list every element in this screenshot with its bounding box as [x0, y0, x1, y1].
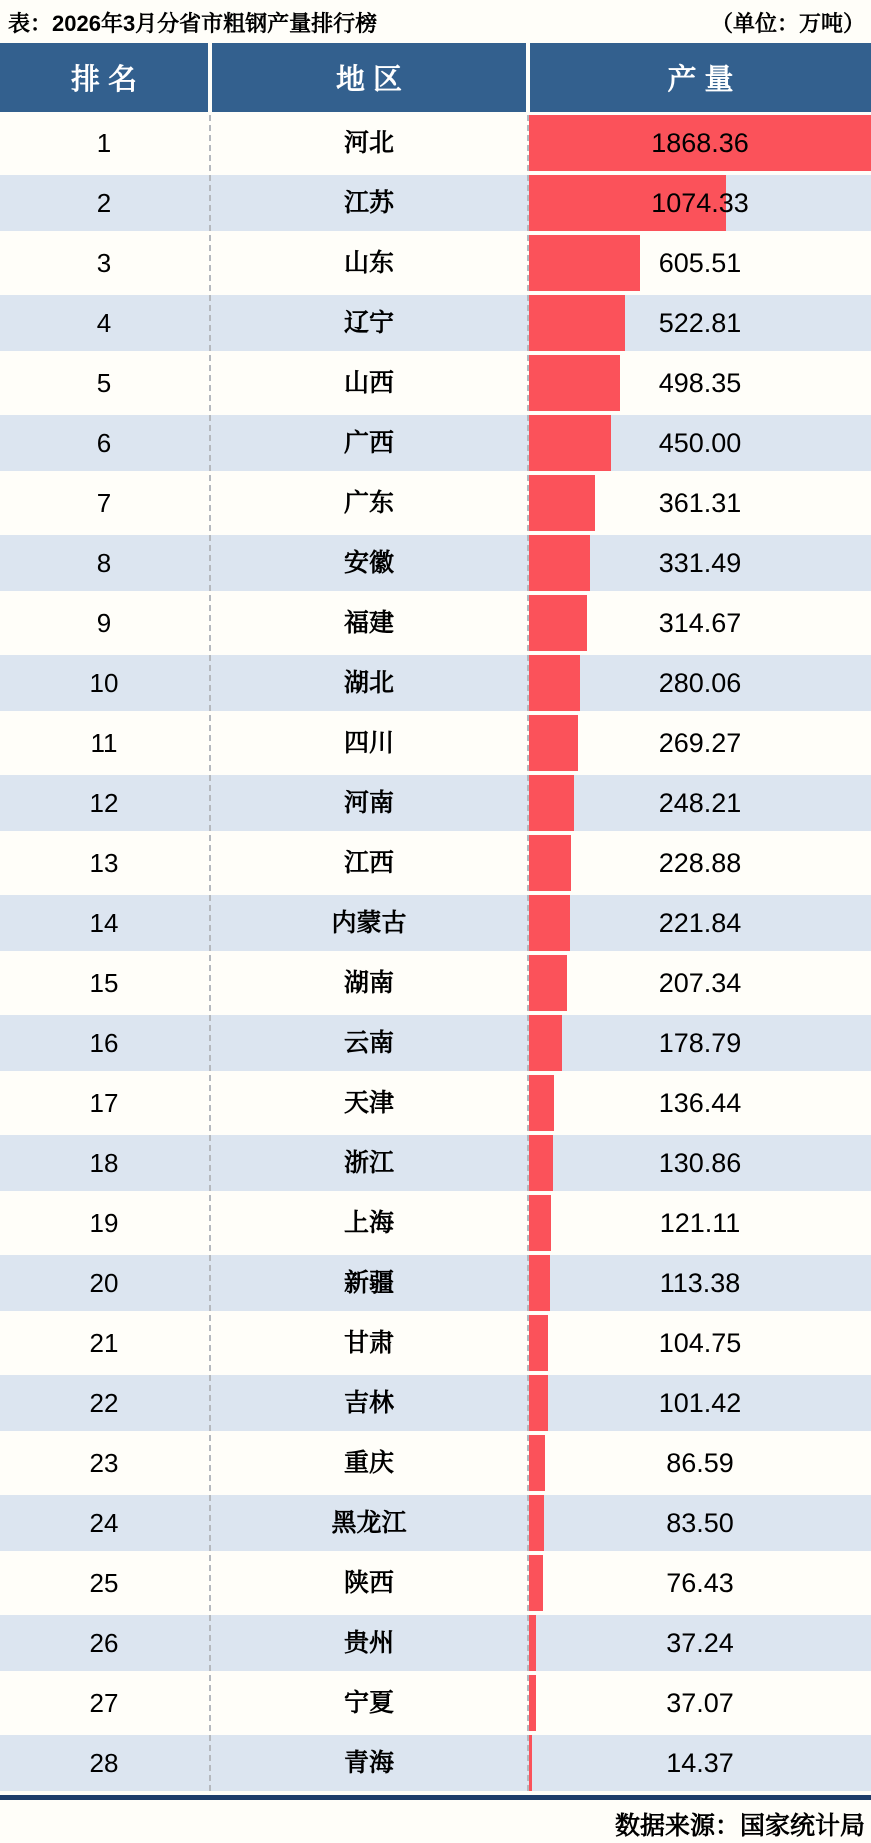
production-value: 522.81	[658, 308, 742, 338]
table-row	[0, 1555, 871, 1611]
region-cell: 湖南	[343, 969, 394, 997]
region-cell: 广西	[343, 429, 394, 457]
column-divider	[209, 1435, 211, 1491]
column-divider	[209, 475, 211, 531]
table-row	[0, 475, 871, 531]
rank-cell: 1	[96, 128, 112, 158]
table-row	[0, 295, 871, 351]
column-divider	[209, 1555, 211, 1611]
table-row	[0, 1735, 871, 1791]
header-region: 地区	[212, 43, 526, 112]
column-divider	[209, 775, 211, 831]
rank-cell: 8	[96, 548, 112, 578]
rank-cell: 19	[89, 1208, 119, 1238]
rank-cell: 5	[96, 368, 112, 398]
rank-cell: 18	[89, 1148, 119, 1178]
column-divider	[209, 1315, 211, 1371]
region-cell: 山西	[343, 369, 394, 397]
table-row	[0, 1675, 871, 1731]
rank-cell: 24	[89, 1508, 119, 1538]
rank-cell: 10	[89, 668, 119, 698]
region-cell: 辽宁	[343, 309, 394, 337]
column-divider	[209, 535, 211, 591]
region-cell: 青海	[343, 1749, 394, 1777]
region-cell: 浙江	[343, 1149, 394, 1177]
rank-cell: 27	[89, 1688, 119, 1718]
column-divider	[209, 1135, 211, 1191]
region-cell: 福建	[343, 609, 394, 637]
region-cell: 安徽	[343, 549, 394, 577]
column-divider	[209, 655, 211, 711]
production-value: 1868.36	[651, 128, 749, 158]
production-value: 269.27	[658, 728, 742, 758]
region-cell: 广东	[343, 489, 394, 517]
region-cell: 江西	[343, 849, 394, 877]
table-row	[0, 895, 871, 951]
region-cell: 甘肃	[343, 1329, 394, 1357]
rank-cell: 20	[89, 1268, 119, 1298]
column-divider	[209, 895, 211, 951]
production-value: 37.07	[666, 1688, 734, 1718]
rank-cell: 22	[89, 1388, 119, 1418]
column-divider	[209, 1495, 211, 1551]
production-value: 450.00	[658, 428, 742, 458]
column-divider	[209, 1075, 211, 1131]
rank-cell: 13	[89, 848, 119, 878]
region-cell: 重庆	[343, 1449, 394, 1477]
rank-cell: 4	[96, 308, 112, 338]
header-production: 产量	[530, 43, 871, 112]
table-row	[0, 235, 871, 291]
table-header	[0, 43, 871, 112]
rank-cell: 23	[89, 1448, 119, 1478]
table-row	[0, 115, 871, 171]
column-divider	[209, 175, 211, 231]
rank-cell: 17	[89, 1088, 119, 1118]
rank-cell: 21	[89, 1328, 119, 1358]
rank-cell: 28	[89, 1748, 119, 1778]
rank-cell: 9	[96, 608, 112, 638]
table-row	[0, 1315, 871, 1371]
production-value: 605.51	[658, 248, 742, 278]
production-value: 83.50	[666, 1508, 734, 1538]
region-cell: 河南	[343, 789, 394, 817]
rank-cell: 6	[96, 428, 112, 458]
column-divider	[209, 715, 211, 771]
region-cell: 黑龙江	[331, 1509, 407, 1537]
region-cell: 山东	[343, 249, 394, 277]
production-value: 314.67	[658, 608, 742, 638]
column-divider	[209, 955, 211, 1011]
production-value: 361.31	[658, 488, 742, 518]
rank-cell: 14	[89, 908, 119, 938]
production-value: 86.59	[666, 1448, 734, 1478]
production-value: 207.34	[658, 968, 742, 998]
production-value: 248.21	[658, 788, 742, 818]
production-value: 37.24	[666, 1628, 734, 1658]
rank-cell: 25	[89, 1568, 119, 1598]
table-row	[0, 1135, 871, 1191]
rank-cell: 12	[89, 788, 119, 818]
rank-cell: 26	[89, 1628, 119, 1658]
table-row	[0, 715, 871, 771]
production-value: 76.43	[666, 1568, 734, 1598]
column-divider	[209, 595, 211, 651]
region-cell: 吉林	[343, 1389, 394, 1417]
table-row	[0, 175, 871, 231]
table-row	[0, 355, 871, 411]
table-row	[0, 1075, 871, 1131]
footer	[0, 1800, 871, 1843]
table-row	[0, 1435, 871, 1491]
region-cell: 天津	[343, 1089, 394, 1117]
region-cell: 贵州	[343, 1629, 394, 1657]
column-divider	[209, 355, 211, 411]
data-source: 数据来源：国家统计局	[614, 1811, 865, 1840]
rank-cell: 11	[90, 728, 118, 758]
production-value: 178.79	[658, 1028, 742, 1058]
region-cell: 湖北	[343, 669, 394, 697]
production-value: 104.75	[658, 1328, 742, 1358]
rank-cell: 7	[96, 488, 112, 518]
production-value: 331.49	[658, 548, 742, 578]
table-row	[0, 535, 871, 591]
rank-cell: 3	[96, 248, 112, 278]
region-cell: 内蒙古	[331, 909, 407, 937]
production-value: 136.44	[658, 1088, 742, 1118]
production-value: 221.84	[658, 908, 742, 938]
production-value: 498.35	[658, 368, 742, 398]
production-value: 121.11	[659, 1208, 741, 1238]
column-divider	[209, 235, 211, 291]
header-rank: 排名	[0, 43, 208, 112]
table-row	[0, 1195, 871, 1251]
table-row	[0, 1255, 871, 1311]
page-title: 表：2026年3月分省市粗钢产量排行榜	[8, 11, 378, 36]
region-cell: 新疆	[343, 1269, 394, 1297]
column-divider	[209, 1195, 211, 1251]
table-row	[0, 1615, 871, 1671]
production-value: 14.37	[666, 1748, 734, 1778]
column-divider	[209, 1375, 211, 1431]
production-value: 101.42	[658, 1388, 742, 1418]
unit-label: （单位：万吨）	[710, 11, 865, 36]
column-divider	[209, 1255, 211, 1311]
rank-cell: 16	[89, 1028, 119, 1058]
table-row	[0, 655, 871, 711]
region-cell: 江苏	[343, 189, 394, 217]
column-divider	[209, 1735, 211, 1791]
table-row	[0, 1015, 871, 1071]
table-row	[0, 595, 871, 651]
title-bar	[0, 0, 871, 43]
region-cell: 上海	[343, 1209, 394, 1237]
table-row	[0, 1495, 871, 1551]
region-cell: 河北	[343, 129, 394, 157]
production-value: 130.86	[658, 1148, 742, 1178]
table-row	[0, 955, 871, 1011]
column-divider	[209, 415, 211, 471]
column-divider	[209, 1015, 211, 1071]
production-value: 228.88	[658, 848, 742, 878]
region-cell: 陕西	[343, 1569, 394, 1597]
rank-cell: 2	[96, 188, 112, 218]
region-cell: 四川	[343, 729, 394, 757]
column-divider	[209, 835, 211, 891]
region-cell: 宁夏	[343, 1689, 394, 1717]
column-divider	[209, 295, 211, 351]
production-value: 280.06	[658, 668, 742, 698]
column-divider	[209, 1615, 211, 1671]
table-row	[0, 1375, 871, 1431]
table-body	[0, 115, 871, 1791]
column-divider	[209, 1675, 211, 1731]
table-row	[0, 415, 871, 471]
table-row	[0, 835, 871, 891]
rank-cell: 15	[89, 968, 119, 998]
production-value: 1074.33	[651, 188, 749, 218]
region-cell: 云南	[343, 1029, 394, 1057]
table-row	[0, 775, 871, 831]
production-value: 113.38	[659, 1268, 741, 1298]
column-divider	[209, 115, 211, 171]
